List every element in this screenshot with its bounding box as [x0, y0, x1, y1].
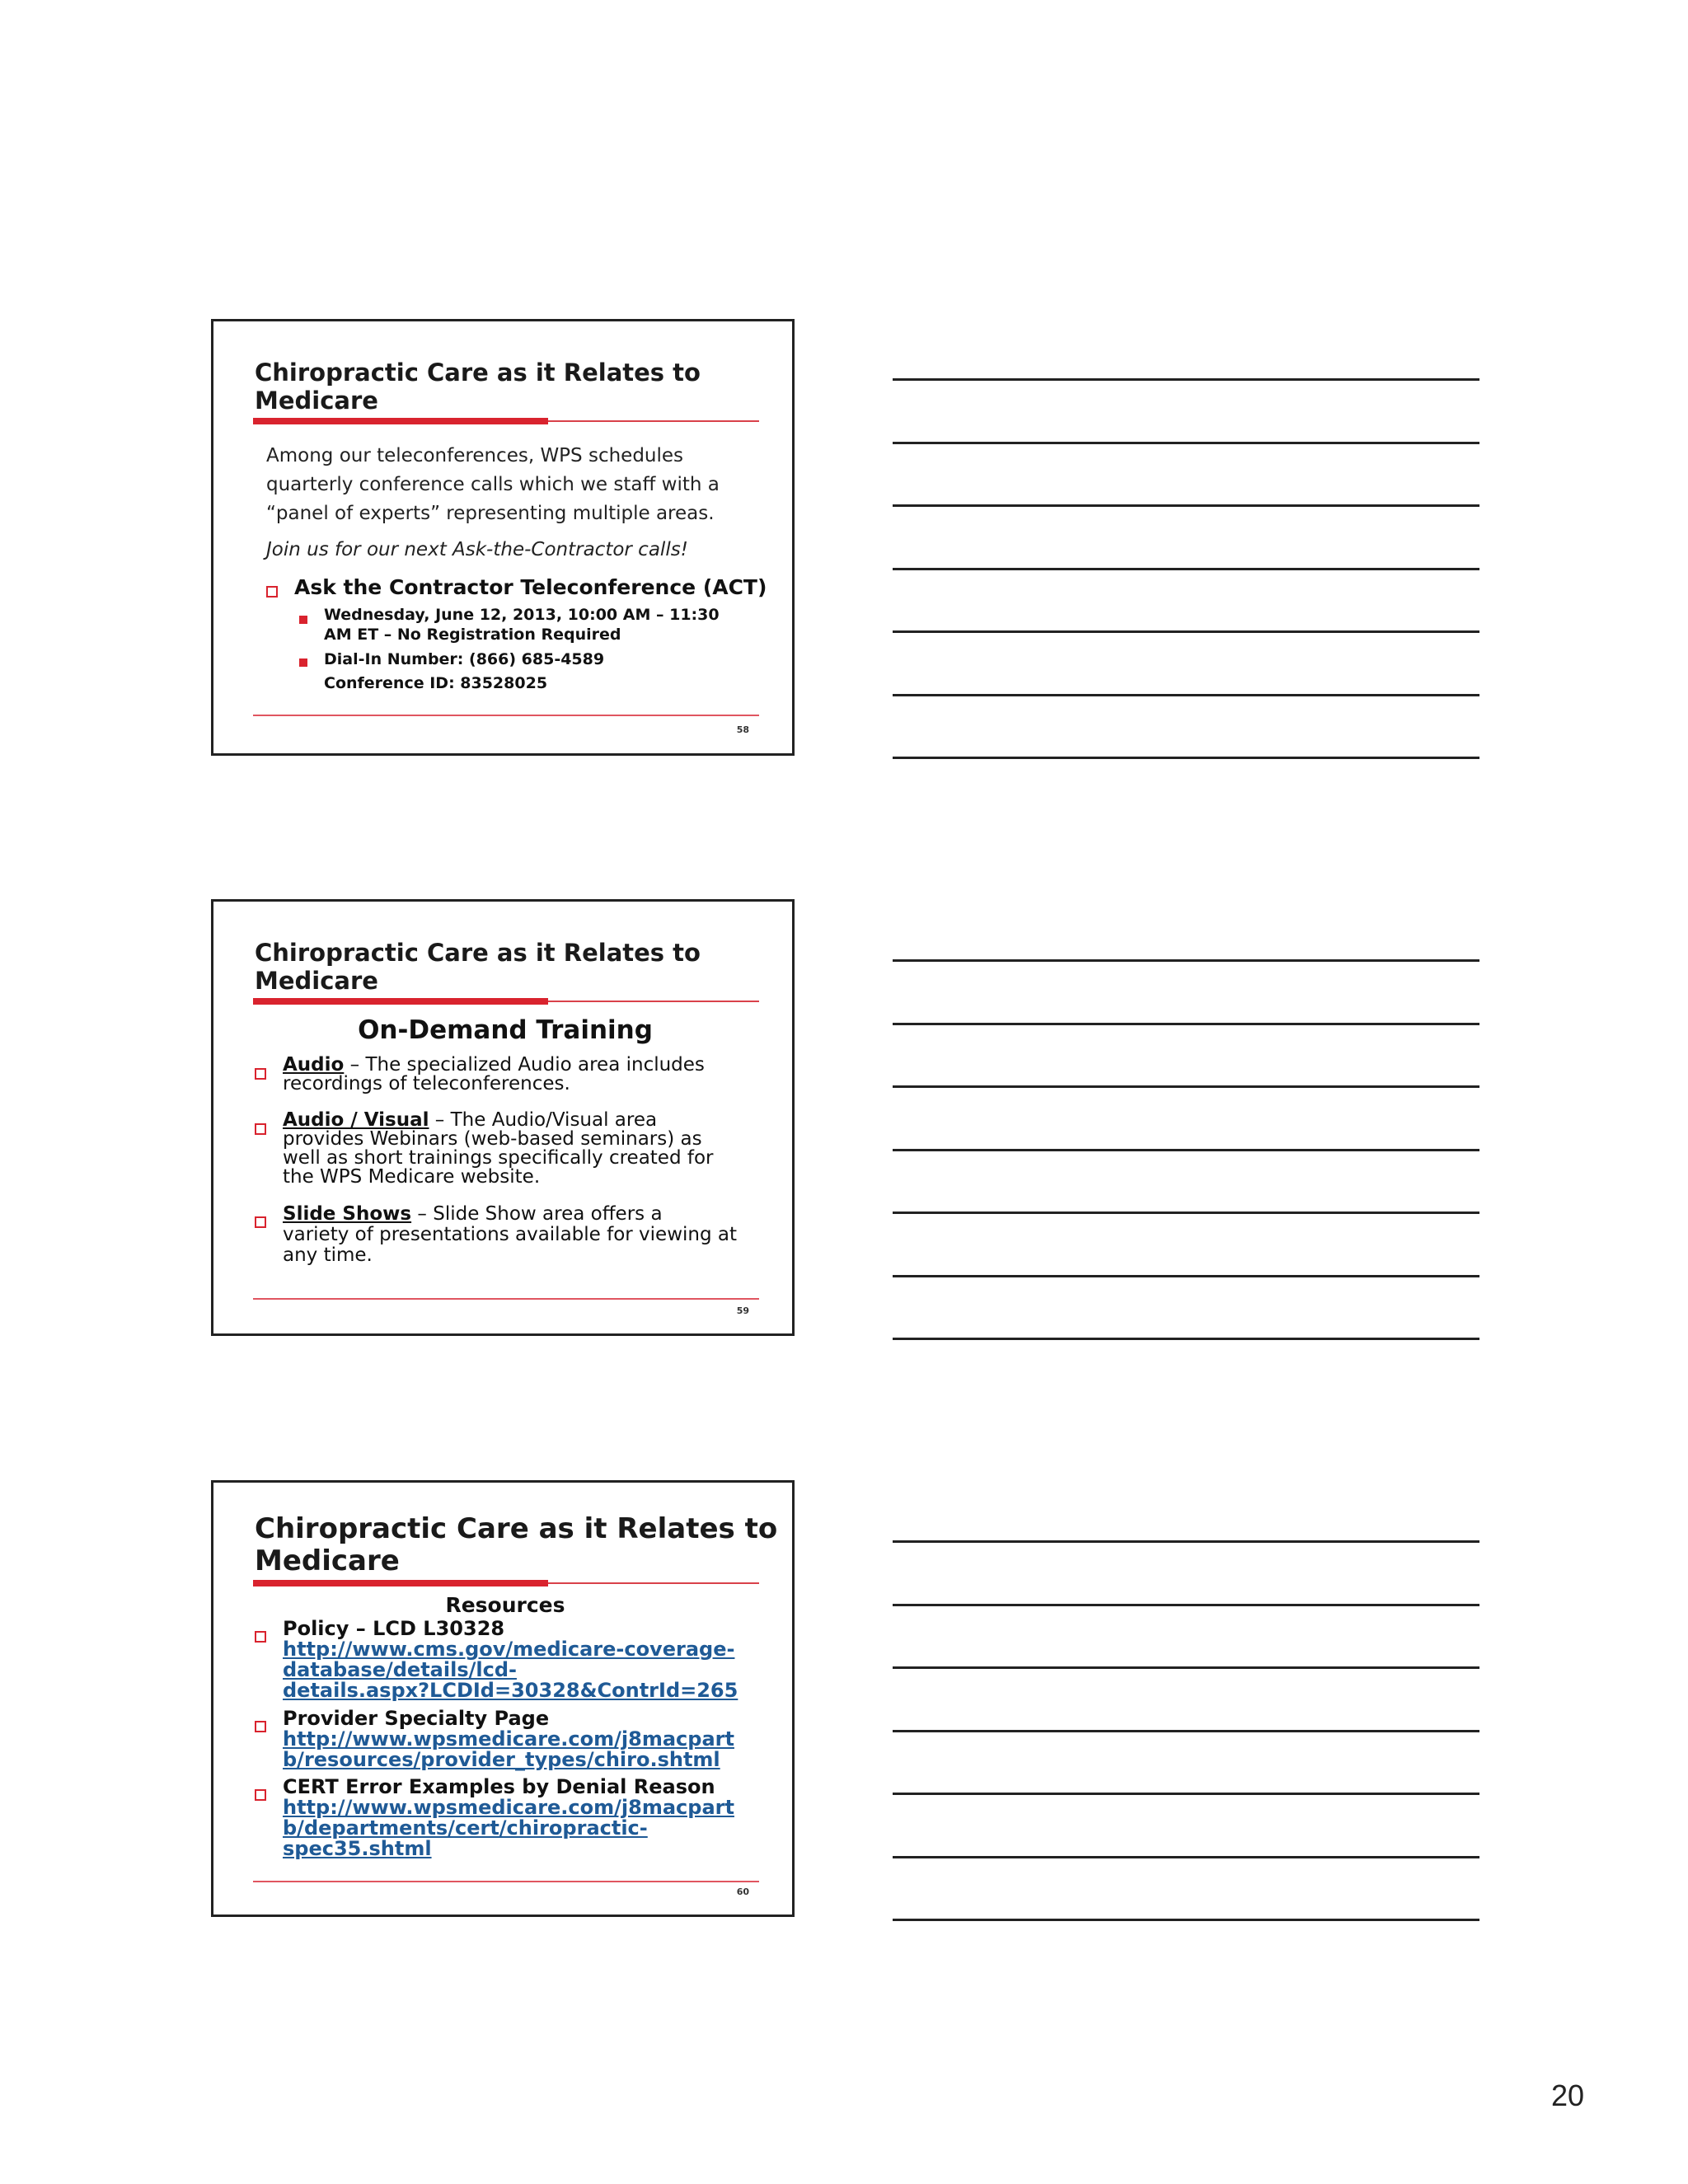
item-text: the WPS Medicare website.	[283, 1166, 541, 1188]
note-line	[893, 1730, 1479, 1732]
note-line	[893, 442, 1479, 444]
title-accent-bar	[253, 1580, 548, 1586]
resource-label: Policy – LCD L30328	[283, 1617, 505, 1640]
footer-divider	[253, 1881, 759, 1882]
item-text: variety of presentations available for viewing at	[283, 1224, 738, 1245]
item-label: Audio	[283, 1054, 345, 1076]
note-line	[893, 1793, 1479, 1795]
checkbox-bullet-icon	[255, 1213, 266, 1229]
slide-title-line2: Medicare	[255, 387, 378, 415]
checkbox-bullet-icon	[255, 1628, 266, 1643]
resource-label: Provider Specialty Page	[283, 1707, 550, 1730]
slide-title-line1: Chiropractic Care as it Relates to	[255, 1512, 778, 1545]
slide-title-line2: Medicare	[255, 967, 378, 995]
training-item-audio-visual	[283, 1111, 777, 1187]
item-label: Slide Shows	[283, 1203, 412, 1225]
item-text: well as short trainings specifically created for	[283, 1147, 714, 1169]
note-line	[893, 959, 1479, 962]
slide-title-line1: Chiropractic Care as it Relates to	[255, 359, 701, 387]
checkbox-bullet-icon	[255, 1786, 266, 1802]
note-line	[893, 1666, 1479, 1669]
resource-link[interactable]: http://www.wpsmedicare.com/j8macpart	[283, 1727, 734, 1750]
slide-title-line1: Chiropractic Care as it Relates to	[255, 939, 701, 967]
training-item-audio	[283, 1056, 777, 1094]
resource-link[interactable]: details.aspx?LCDId=30328&ContrId=265	[283, 1679, 738, 1702]
page-number: 20	[1550, 2079, 1584, 2112]
note-line	[893, 694, 1479, 696]
item-text: any time.	[283, 1244, 373, 1266]
title-accent-bar	[253, 418, 548, 424]
note-line	[893, 1919, 1479, 1921]
intro-line: quarterly conference calls which we staff with a	[266, 474, 720, 495]
section-subtitle: Resources	[445, 1593, 565, 1617]
note-line	[893, 1540, 1479, 1543]
slide-title	[255, 359, 701, 415]
slide-58	[211, 319, 795, 756]
item-label: Audio / Visual	[283, 1109, 429, 1131]
resource-policy	[283, 1619, 785, 1701]
sub-bullet-dialin	[324, 648, 604, 696]
invite-text: Join us for our next Ask-the-Contractor calls!	[266, 539, 688, 560]
intro-line: “panel of experts” representing multiple areas.	[266, 503, 715, 524]
item-text: – Slide Show area offers a	[411, 1203, 663, 1225]
slide-title-line2: Medicare	[255, 1544, 400, 1577]
note-line	[893, 1149, 1479, 1151]
note-line	[893, 568, 1479, 570]
note-line	[893, 1604, 1479, 1606]
section-subtitle: On-Demand Training	[358, 1015, 653, 1045]
square-bullet-icon	[299, 654, 307, 670]
note-line	[893, 630, 1479, 633]
sub-bullet-line: Wednesday, June 12, 2013, 10:00 AM – 11:30	[324, 606, 720, 624]
sub-bullet-line: AM ET – No Registration Required	[324, 626, 621, 644]
item-text: – The Audio/Visual area	[429, 1109, 658, 1131]
note-line	[893, 1856, 1479, 1858]
note-line	[893, 1338, 1479, 1340]
note-line	[893, 1085, 1479, 1088]
checkbox-bullet-icon	[255, 1120, 266, 1136]
slide-number: 59	[736, 1305, 749, 1316]
note-line	[893, 757, 1479, 759]
resource-label: CERT Error Examples by Denial Reason	[283, 1775, 715, 1798]
footer-divider	[253, 1298, 759, 1300]
sub-bullet-line: Conference ID: 83528025	[324, 674, 548, 692]
resource-link[interactable]: http://www.cms.gov/medicare-coverage-	[283, 1638, 735, 1661]
resource-link[interactable]: spec35.shtml	[283, 1837, 432, 1860]
footer-divider	[253, 715, 759, 716]
intro-line: Among our teleconferences, WPS schedules	[266, 445, 684, 466]
resource-link[interactable]: database/details/lcd-	[283, 1658, 517, 1681]
item-text: – The specialized Audio area includes	[344, 1054, 705, 1076]
title-accent-bar	[253, 998, 548, 1005]
bullet-heading: Ask the Contractor Teleconference (ACT)	[294, 575, 767, 599]
note-line	[893, 378, 1479, 381]
square-bullet-icon	[299, 612, 307, 627]
checkbox-bullet-icon	[255, 1065, 266, 1080]
training-item-slide-shows	[283, 1204, 777, 1266]
slide-60	[211, 1480, 795, 1917]
resource-link[interactable]: b/resources/provider_types/chiro.shtml	[283, 1748, 720, 1771]
slide-59	[211, 899, 795, 1336]
item-text: provides Webinars (web-based seminars) as	[283, 1128, 702, 1150]
note-line	[893, 1023, 1479, 1025]
resource-provider-specialty	[283, 1708, 785, 1770]
slide-number: 58	[736, 724, 749, 735]
slide-number: 60	[736, 1886, 749, 1897]
slide-title	[255, 1513, 777, 1577]
note-line	[893, 504, 1479, 507]
resource-cert-errors	[283, 1777, 785, 1859]
checkbox-bullet-icon	[255, 1718, 266, 1733]
sub-bullet-date	[324, 605, 720, 644]
item-text: recordings of teleconferences.	[283, 1073, 570, 1094]
note-line	[893, 1212, 1479, 1214]
slide-title	[255, 939, 701, 995]
note-line	[893, 1275, 1479, 1277]
resource-link[interactable]: b/departments/cert/chiropractic-	[283, 1816, 648, 1840]
resource-link[interactable]: http://www.wpsmedicare.com/j8macpart	[283, 1796, 734, 1819]
checkbox-bullet-icon	[266, 583, 278, 598]
intro-paragraph	[266, 442, 761, 528]
sub-bullet-line: Dial-In Number: (866) 685-4589	[324, 650, 605, 668]
